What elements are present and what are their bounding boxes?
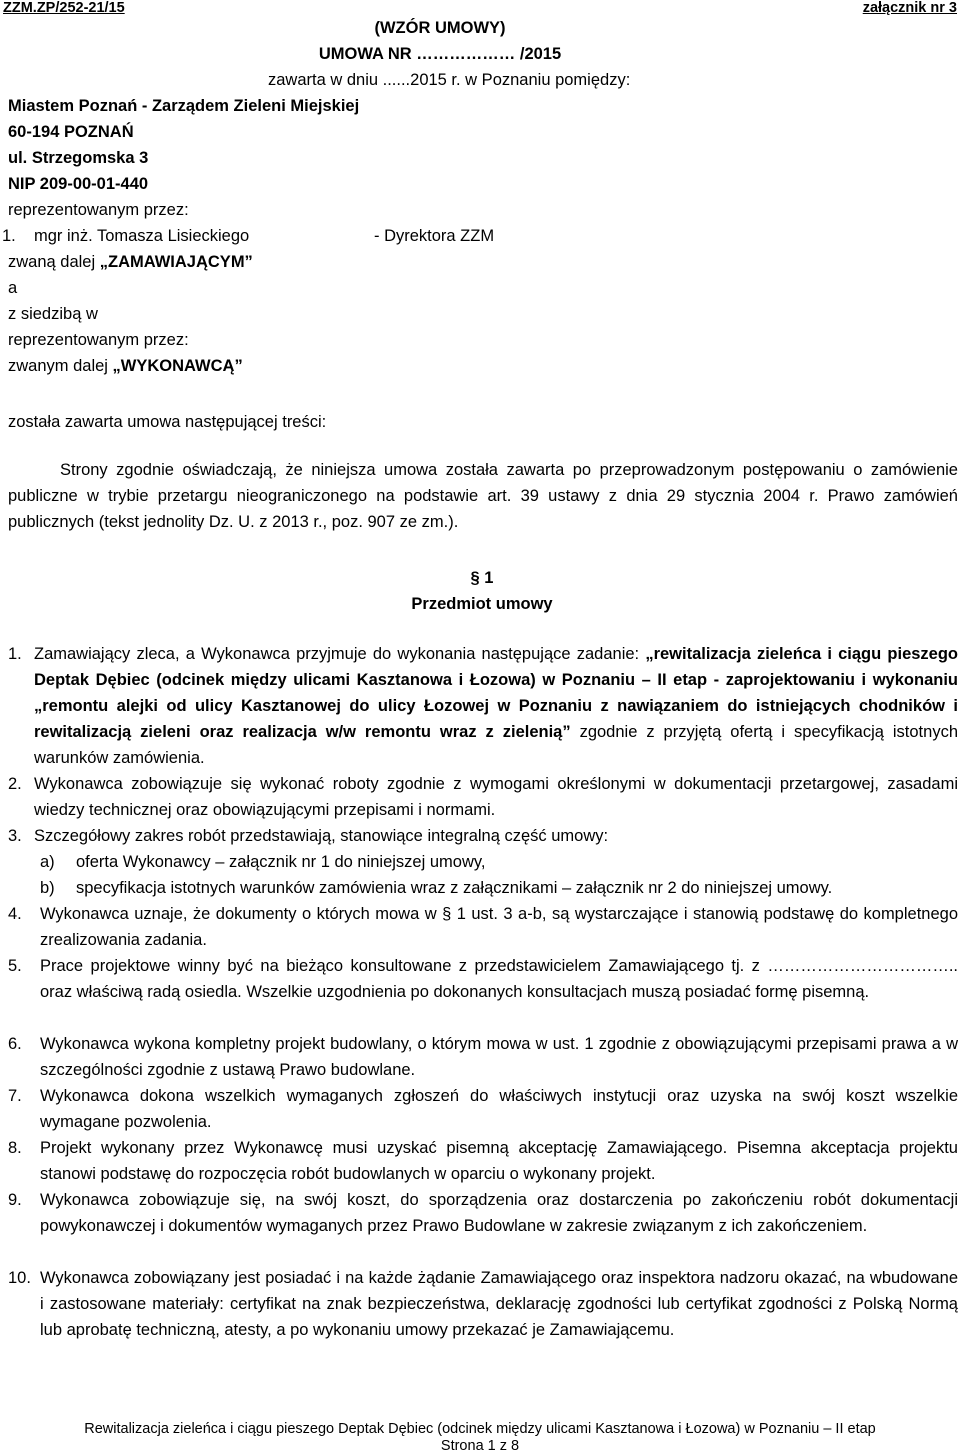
subitem-letter: b): [40, 879, 55, 897]
item-number: 5.: [8, 957, 22, 975]
contractor-represented-by: reprezentowanym przez:: [8, 331, 189, 349]
section-mark: § 1: [470, 569, 494, 587]
item-number: 10.: [8, 1269, 31, 1287]
item-9-text: Wykonawca zobowiązuje się, na swój koszt, do sporządzenia oraz dostarczenia po zakończeniu robót dokumentacji powykonawczej i dokumentów wymaganych przez Prawo Budowlane w zakresie związanym z ich zakończeniem.: [40, 1191, 958, 1235]
item-number: 3.: [8, 827, 22, 845]
item-number: 2.: [8, 775, 22, 793]
item-5-text: Prace projektowe winny być na bieżąco konsultowane z przedstawicielem Zamawiającego tj. z …………………………….. oraz właściwą radą osiedla. Wszelkie uzgodnienia po dokonanych konsultacjach muszą posiadać formę pisemną.: [40, 957, 958, 1001]
item-number: 4.: [8, 905, 22, 923]
party-street: ul. Strzegomska 3: [8, 149, 149, 167]
party-nip: NIP 209-00-01-440: [8, 175, 149, 193]
party-name: Miastem Poznań - Zarządem Zieleni Miejskiej: [8, 97, 360, 115]
ordering-party-designation: zwaną dalej „ZAMAWIAJĄCYM”: [8, 253, 253, 271]
representative-name: mgr inż. Tomasza Lisieckiego: [34, 227, 250, 245]
item-10-text: Wykonawca zobowiązany jest posiadać i na każde żądanie Zamawiającego oraz inspektora nadzoru okazać, na wbudowane i zastosowane materiały: certyfikat na znak bezpieczeństwa, deklarację zgodności lub certyfikat zgodności z Polską Normą lub aprobatę techniczną, atesty, a po wykonaniu umowy przekazać je Zamawiającemu.: [40, 1269, 958, 1339]
item-8-text: Projekt wykonany przez Wykonawcę musi uzyskać pisemną akceptację Zamawiającego. Pisemna akceptacja projektu stanowi podstawę do rozpoczęcia robót budowlanych w oparciu o wykonany projekt.: [40, 1139, 958, 1183]
item-6-text: Wykonawca wykona kompletny projekt budowlany, o którym mowa w ust. 1 zgodnie z obowiązującymi przepisami prawa a w szczególności zgodnie z ustawą Prawo budowlane.: [40, 1035, 958, 1079]
template-heading: (WZÓR UMOWY): [374, 19, 506, 37]
representative-role: - Dyrektora ZZM: [374, 227, 495, 245]
represented-by-label: reprezentowanym przez:: [8, 201, 189, 219]
item-3-text: Szczegółowy zakres robót przedstawiają, stanowiące integralną część umowy:: [34, 827, 609, 845]
item-number: 8.: [8, 1139, 22, 1157]
item-3b-text: specyfikacja istotnych warunków zamówienia wraz z załącznikami – załącznik nr 2 do niniejszej umowy.: [76, 879, 833, 897]
subitem-letter: a): [40, 853, 55, 871]
item-number: 9.: [8, 1191, 22, 1209]
item-1-text: Zamawiający zleca, a Wykonawca przyjmuje do wykonania następujące zadanie: „rewitalizacja zieleńca i ciągu pieszego Deptak Dębiec (odcinek między ulicami Kasztanowa i Łozowa) w Poznaniu – II etap - zaprojektowaniu i wykonaniu „remontu alejki od ulicy Kasztanowej do ulicy Łozowej w Poznaniu z nawiązaniem do istniejących chodników i rewitalizacją zieleni oraz realizacja w/w remontu wraz z zielenią” zgodnie z przyjętą ofertą i specyfikacją istotnych warunków zamówienia.: [34, 645, 959, 767]
contract-number: UMOWA NR ……………… /2015: [318, 45, 562, 63]
attachment-label: załącznik nr 3: [862, 0, 957, 16]
item-2-text: Wykonawca zobowiązuje się wykonać roboty zgodnie z wymogami określonymi w dokumentacji przetargowej, zasadami wiedzy technicznej oraz obowiązującymi przepisami i normami.: [34, 775, 958, 819]
item-7-text: Wykonawca dokona wszelkich wymaganych zgłoszeń do właściwych instytucji oraz uzyska na swój koszt wszelkie wymagane pozwolenia.: [40, 1087, 958, 1131]
document-reference: ZZM.ZP/252-21/15: [3, 0, 125, 16]
party-postal: 60-194 POZNAŃ: [8, 123, 134, 141]
item-number: 7.: [8, 1087, 22, 1105]
conjunction: a: [8, 279, 18, 297]
item-4-text: Wykonawca uznaje, że dokumenty o których mowa w § 1 ust. 3 a-b, są wystarczające i stanowią podstawę do kompletnego zrealizowania zadania.: [40, 905, 958, 949]
section-title: Przedmiot umowy: [411, 595, 553, 613]
footer-title: Rewitalizacja zieleńca i ciągu pieszego Deptak Dębiec (odcinek między ulicami Kasztanowa i Łozowa) w Poznaniu – II etap: [84, 1421, 876, 1437]
representative-number: 1.: [2, 227, 16, 245]
contractor-designation: zwanym dalej „WYKONAWCĄ”: [8, 357, 243, 375]
item-number: 6.: [8, 1035, 22, 1053]
item-number: 1.: [8, 645, 22, 663]
contractor-seat: z siedzibą w: [8, 305, 98, 323]
contract-date-place: zawarta w dniu ......2015 r. w Poznaniu pomiędzy:: [268, 71, 631, 89]
intro-line: została zawarta umowa następującej treści:: [8, 413, 327, 431]
page-number: Strona 1 z 8: [440, 1438, 520, 1454]
preamble-paragraph: Strony zgodnie oświadczają, że niniejsza umowa została zawarta po przeprowadzonym postępowaniu o zamówienie publiczne w trybie przetargu nieograniczonego na podstawie art. 39 ustawy z dnia 29 stycznia 2004 r. Prawo zamówień publicznych (tekst jednolity Dz. U. z 2013 r., poz. 907 ze zm.).: [8, 461, 958, 531]
item-3a-text: oferta Wykonawcy – załącznik nr 1 do niniejszej umowy,: [76, 853, 486, 871]
